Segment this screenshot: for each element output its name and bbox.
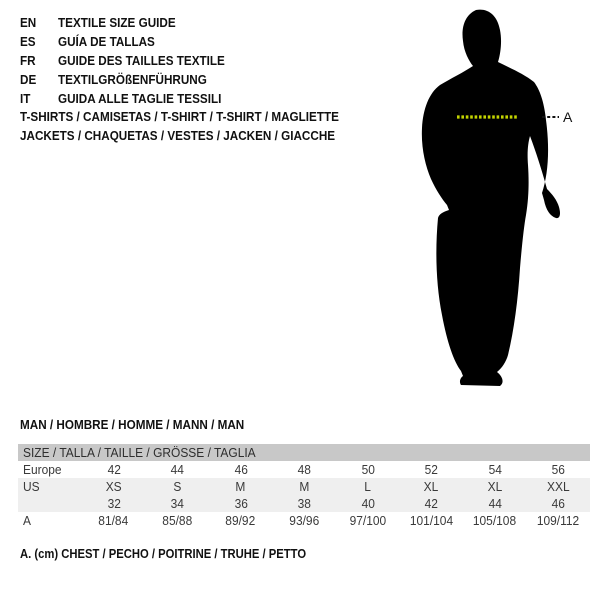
table-cell: 101/104 [409,513,453,528]
size-table-header-text: SIZE / TALLA / TAILLE / GRÖSSE / TAGLIA [23,445,256,460]
table-cell: 42 [424,496,438,511]
language-row [20,51,243,70]
language-row [20,89,243,108]
table-cell: 42 [107,462,121,477]
category-tshirts-text: T-SHIRTS / CAMISETAS / T-SHIRT / T-SHIRT / MAGLIETTE [20,109,339,124]
table-cell: 81/84 [98,513,129,528]
category-jackets-text: JACKETS / CHAQUETAS / VESTES / JACKEN / GIACCHE [20,128,336,143]
table-row-numeric [18,495,590,512]
language-row [20,13,243,32]
category-jackets [20,126,374,145]
table-cell: 109/112 [537,513,580,528]
table-cell: 36 [234,496,248,511]
language-code: IT [20,91,31,106]
row-label: US [23,479,40,494]
language-label: GUIDA ALLE TAGLIE TESSILI [58,91,222,106]
table-row-us [18,478,590,495]
category-tshirts [20,107,374,126]
size-table-header [18,444,590,461]
man-silhouette-figure [390,0,600,410]
language-row [20,70,243,89]
table-cell: M [299,479,310,494]
table-cell: 85/88 [162,513,193,528]
section-title-man [20,417,269,432]
language-label: GUÍA DE TALLAS [58,34,155,49]
table-cell: 89/92 [225,513,256,528]
table-cell: 46 [551,496,565,511]
language-row [20,32,243,51]
table-cell: 56 [551,462,565,477]
table-cell: 34 [170,496,184,511]
language-list [20,13,243,108]
table-cell: S [173,479,182,494]
measurement-footnote-text: A. (cm) CHEST / PECHO / POITRINE / TRUHE / PETTO [20,547,307,561]
row-label: A [23,513,31,528]
table-cell: 93/96 [289,513,320,528]
table-cell: 46 [234,462,248,477]
section-title-text: MAN / HOMBRE / HOMME / MANN / MAN [20,417,245,432]
language-label: GUIDE DES TAILLES TEXTILE [58,53,225,68]
language-code: FR [20,53,36,68]
table-row-chest-a [18,512,590,529]
row-label: Europe [23,462,62,477]
language-code: DE [20,72,37,87]
table-cell: 54 [488,462,502,477]
table-cell: 97/100 [349,513,387,528]
measure-label-a: A [563,109,573,125]
table-cell: M [235,479,246,494]
table-cell: 44 [170,462,184,477]
table-cell: 40 [361,496,375,511]
man-silhouette [422,10,560,386]
row-label [18,495,82,512]
table-cell: 52 [424,462,438,477]
language-code: EN [20,15,37,30]
table-cell: 32 [107,496,121,511]
table-cell: 48 [297,462,311,477]
table-cell: XL [487,479,503,494]
size-table [18,444,590,529]
language-label: TEXTILE SIZE GUIDE [58,15,176,30]
language-label: TEXTILGRÖßENFÜHRUNG [58,72,207,87]
language-code: ES [20,34,36,49]
table-cell: 105/108 [473,513,517,528]
table-cell: XXL [546,479,570,494]
table-cell: XL [423,479,439,494]
table-cell: 38 [297,496,311,511]
table-row-europe [18,461,590,478]
table-cell: 50 [361,462,375,477]
measurement-footnote [20,547,338,561]
table-cell: XS [105,479,122,494]
garment-categories [20,107,374,145]
table-cell: L [364,479,372,494]
table-cell: 44 [488,496,502,511]
